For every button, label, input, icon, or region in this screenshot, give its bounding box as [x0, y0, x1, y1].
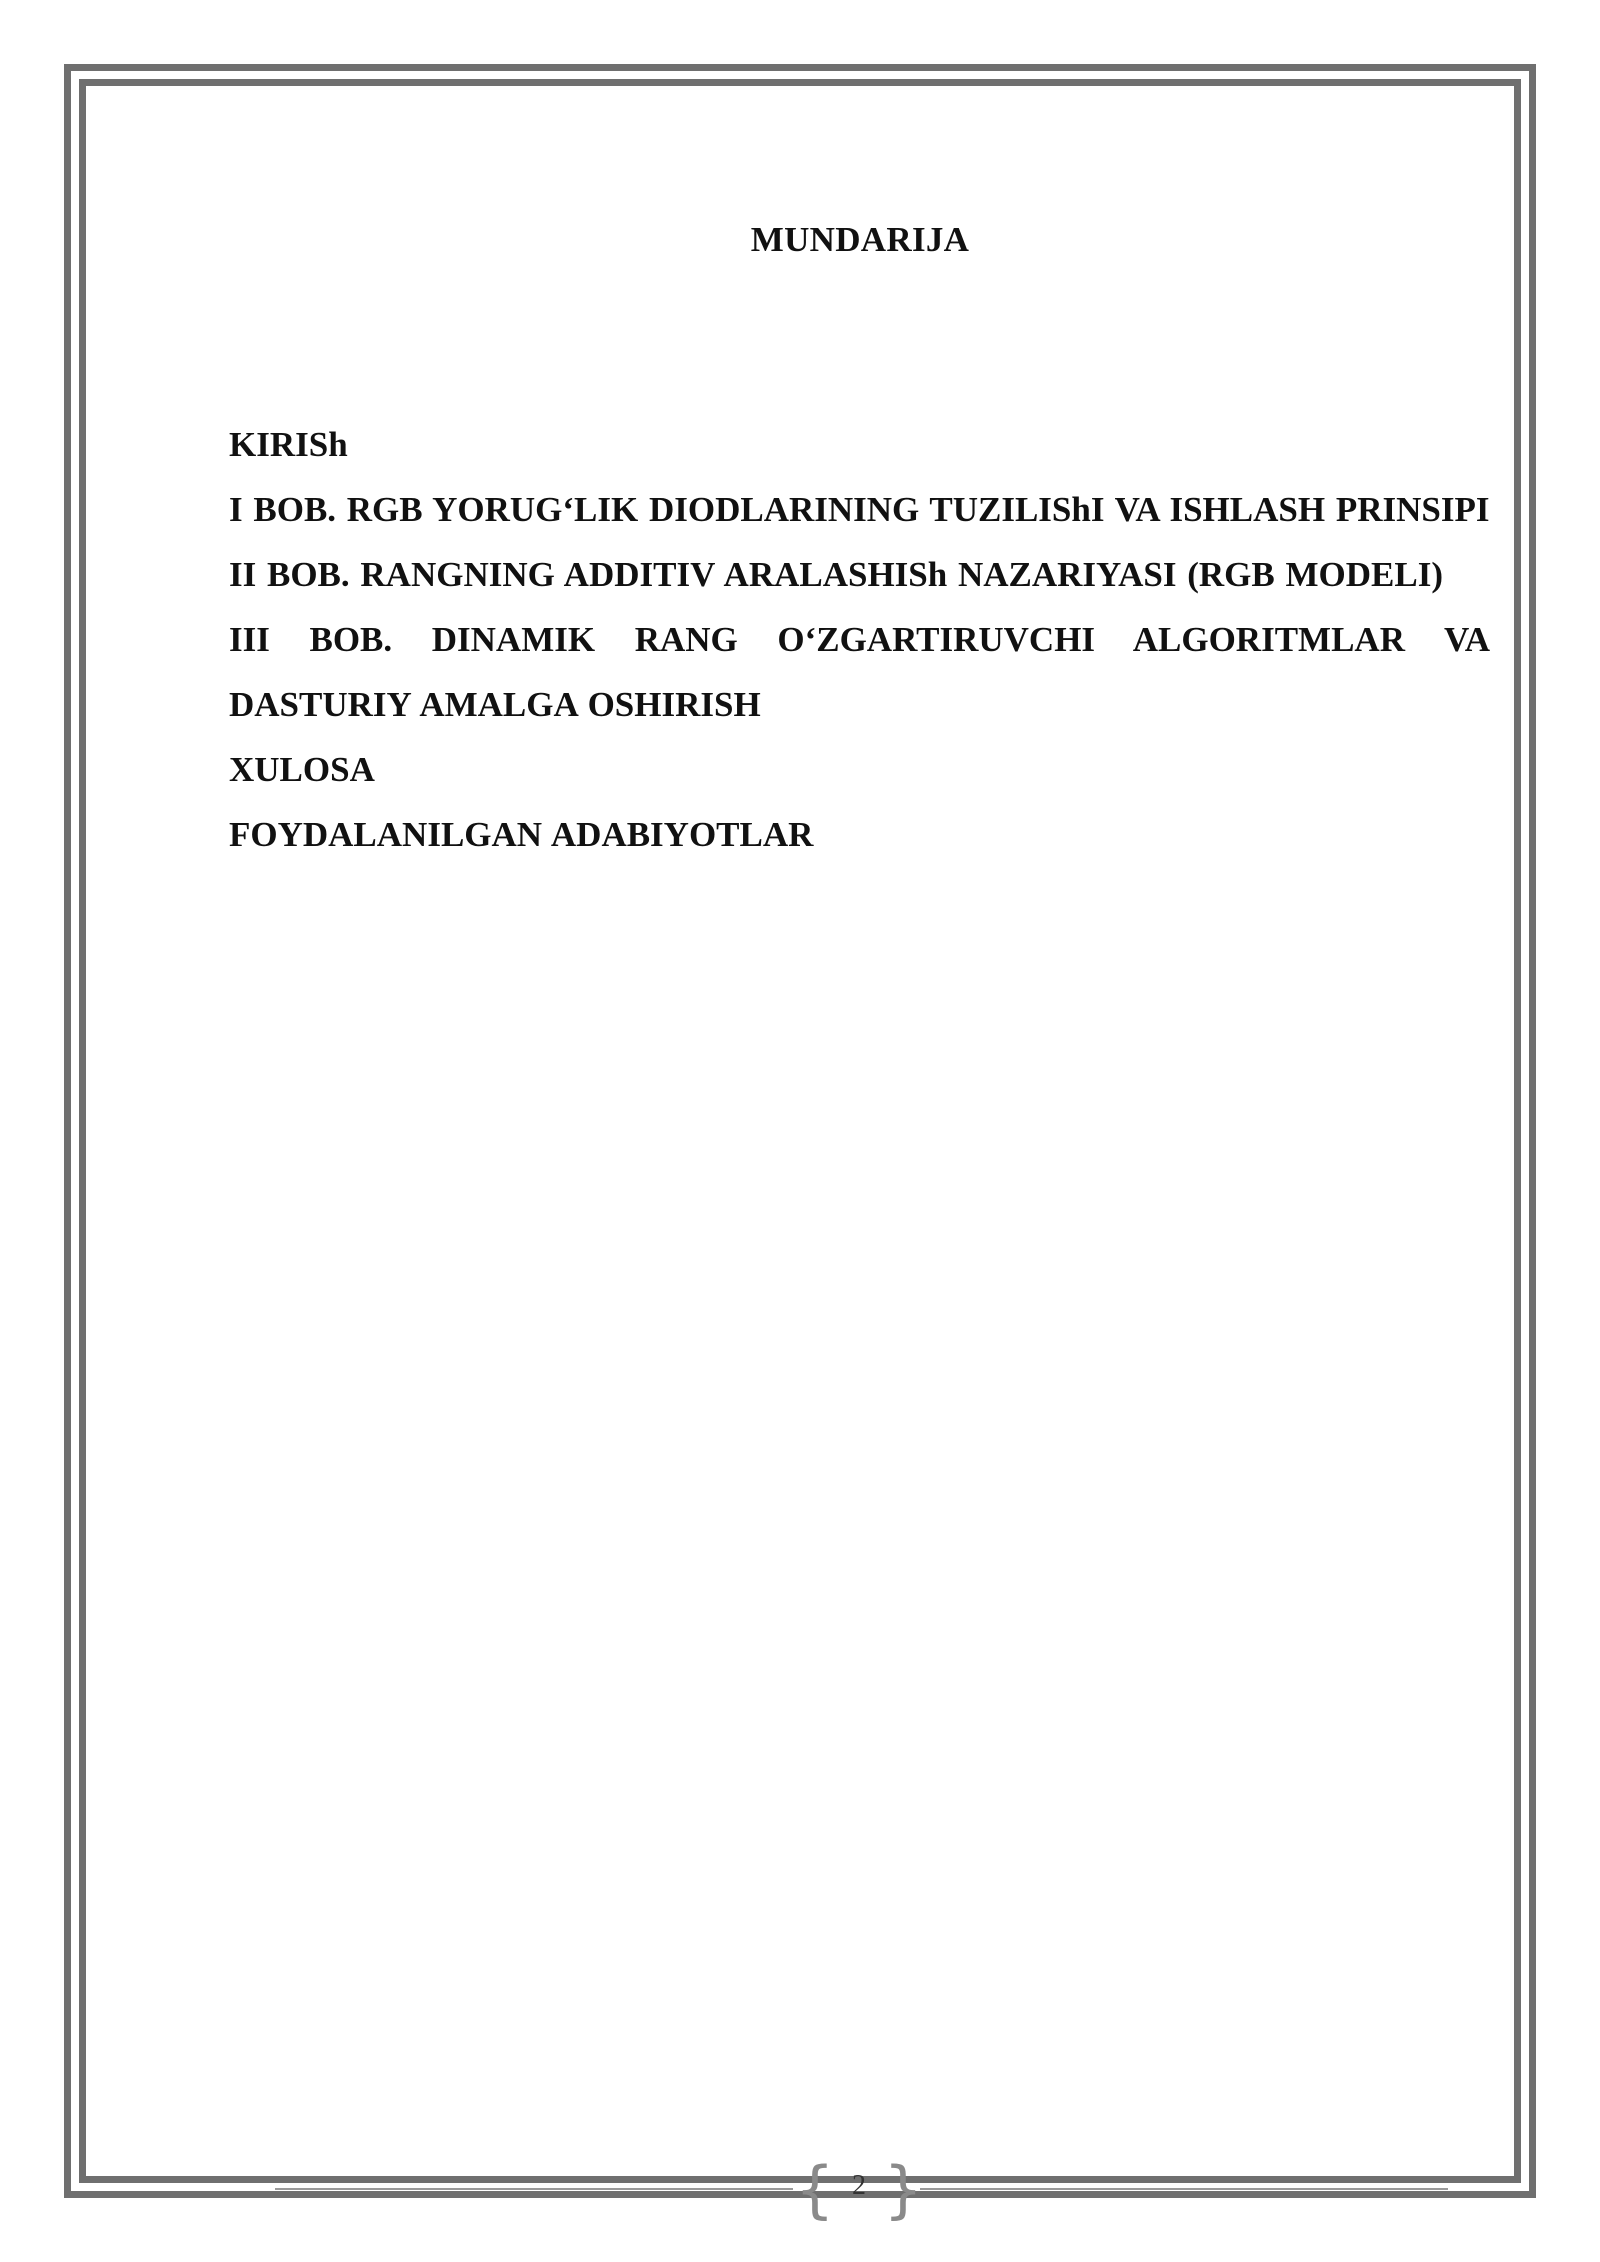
toc-item-references[interactable]: FOYDALANILGAN ADABIYOTLAR [229, 815, 814, 854]
toc-item-conclusion[interactable]: XULOSA [229, 750, 375, 789]
footer-rule-right [920, 2188, 1448, 2190]
toc-item-chapter-3[interactable]: III BOB. DINAMIK RANG O‘ZGARTIRUVCHI ALGORITMLAR VA DASTURIY AMALGA OSHIRISH [229, 620, 1490, 724]
close-brace-icon: } [883, 2153, 923, 2226]
table-of-contents [229, 412, 1490, 867]
page-number-ornament [795, 2153, 923, 2226]
toc-item-chapter-2[interactable]: II BOB. RANGNING ADDITIV ARALASHISh NAZARIYASI (RGB MODELI) [229, 555, 1443, 594]
footer-rule-left [275, 2188, 793, 2190]
open-brace-icon: { [795, 2153, 835, 2226]
toc-item-chapter-1[interactable]: I BOB. RGB YORUG‘LIK DIODLARINING TUZILIShI VA ISHLASH PRINSIPI [229, 490, 1490, 529]
page-border-inner [79, 79, 1521, 2183]
page-title: MUNDARIJA [750, 220, 970, 259]
toc-item-introduction[interactable]: KIRISh [229, 425, 348, 464]
page-number: 2 [852, 2170, 866, 2201]
